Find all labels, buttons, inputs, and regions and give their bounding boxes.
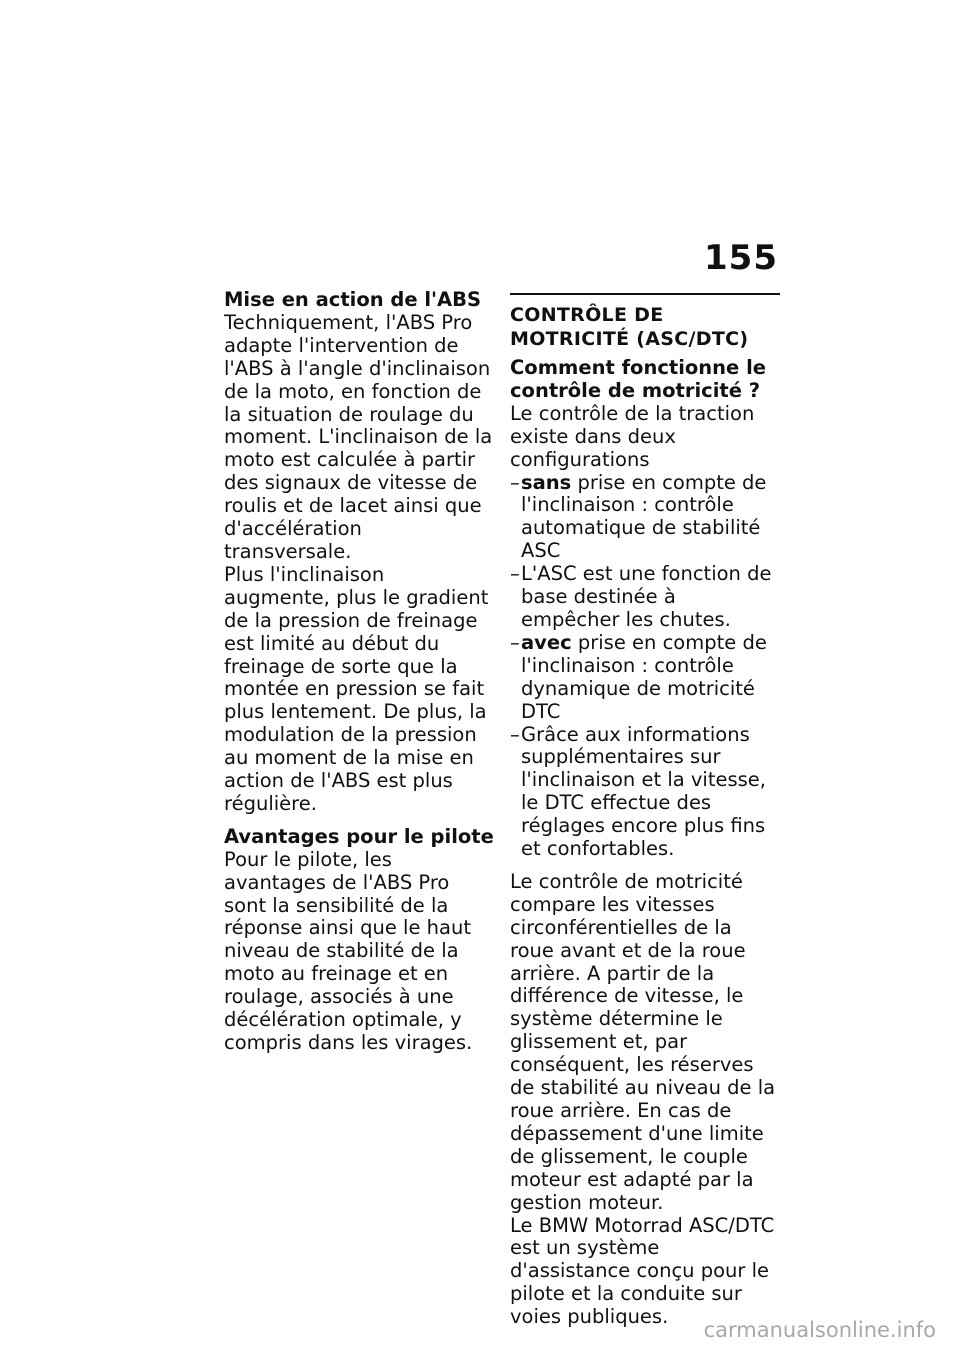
list-item xyxy=(510,724,780,861)
list-item-text: prise en compte de l'inclinaison : contrôle automatique de stabilité ASC xyxy=(521,470,767,563)
page-number: 155 xyxy=(704,238,778,278)
list-item-text: Grâce aux informations supplémentaires sur l'inclinaison et la vitesse, le DTC effectue des réglages encore plus fins et confortables. xyxy=(521,722,767,861)
right-column xyxy=(510,289,780,1329)
heading-how-it-works: Comment fonctionne le contrôle de motricité ? xyxy=(510,356,766,402)
paragraph-traction-compare: Le contrôle de motricité compare les vitesses circonférentielles de la roue avant et de la roue arrière. A partir de la différence de vitesse, le système détermine le glissement et, par conséquent, les réserves de stabilité au niveau de la roue arrière. En cas de dépassement d'une limite de glissement, le couple moteur est adapté par la gestion moteur. xyxy=(510,869,776,1214)
list-item xyxy=(510,472,780,564)
paragraph-abs-inclination: Plus l'inclinaison augmente, plus le gradient de la pression de freinage est limité au début du freinage de sorte que la montée en pression se fait plus lentement. De plus, la modulation de la pression au moment de la mise en action de l'ABS est plus régulière. xyxy=(224,562,489,815)
list-item-text: prise en compte de l'inclinaison : contrôle dynamique de motricité DTC xyxy=(521,630,767,723)
heading-rider-benefits: Avantages pour le pilote xyxy=(224,824,494,848)
left-column xyxy=(224,289,494,1055)
section-title: CONTRÔLE DE MOTRICITÉ (ASC/DTC) xyxy=(510,304,749,350)
paragraph-rider-benefits: Pour le pilote, les avantages de l'ABS Pro sont la sensibilité de la réponse ainsi que le haut niveau de stabilité de la moto au freinage et en roulage, associés à une décélération optimale, y compris dans les virages. xyxy=(224,847,473,1054)
paragraph-configurations: Le contrôle de la traction existe dans deux configurations xyxy=(510,401,755,471)
list-item xyxy=(510,563,780,632)
paragraph-assistance-system: Le BMW Motorrad ASC/DTC est un système d'assistance conçu pour le pilote et la conduite sur voies publiques. xyxy=(510,1213,775,1329)
list-item-bold: sans xyxy=(521,470,572,494)
list-item-text: L'ASC est une fonction de base destinée à empêcher les chutes. xyxy=(521,562,772,631)
list-item-bold: avec xyxy=(521,630,572,654)
paragraph-abs-technique: Techniquement, l'ABS Pro adapte l'intervention de l'ABS à l'angle d'inclinaison de la moto, en fonction de la situation de roulage du moment. L'inclinaison de la moto est calculée à partir des signaux de vitesse de roulis et de lacet ainsi que d'accélération transversale. xyxy=(224,310,493,563)
configuration-list xyxy=(510,472,780,861)
heading-abs-action: Mise en action de l'ABS xyxy=(224,288,482,311)
watermark: carmanualsonline.info xyxy=(703,1318,936,1342)
list-item xyxy=(510,632,780,724)
section-rule xyxy=(510,293,780,295)
